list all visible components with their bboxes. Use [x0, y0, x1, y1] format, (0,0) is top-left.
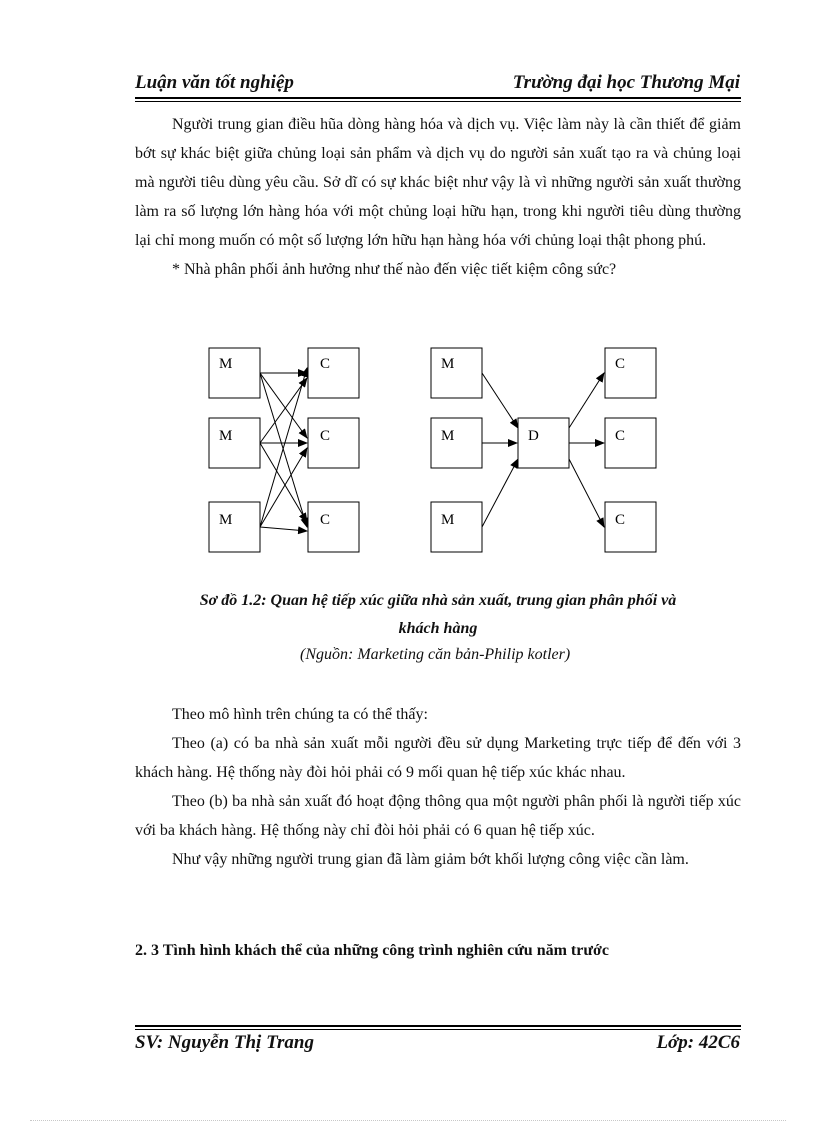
svg-text:C: C: [615, 428, 626, 444]
svg-text:M: M: [441, 356, 455, 372]
svg-text:D: D: [528, 428, 539, 444]
svg-text:M: M: [441, 512, 455, 528]
footer-student: SV: Nguyễn Thị Trang: [135, 1032, 314, 1053]
paragraph-model-intro: Theo mô hình trên chúng ta có thể thấy:: [172, 706, 428, 723]
left-maker-2: [209, 418, 260, 468]
footer-class: Lớp: 42C6: [656, 1032, 740, 1053]
svg-text:M: M: [219, 356, 233, 372]
diagram-caption: [135, 587, 741, 643]
paragraph-question: * Nhà phân phối ảnh hưởng như thế nào đến việc tiết kiệm công sức?: [172, 261, 617, 278]
page-edge-dots: [30, 1120, 786, 1121]
section-heading: 2. 3 Tình hình khách thể của những công trình nghiên cứu năm trước: [135, 942, 609, 959]
paragraph-conclusion: Như vậy những người trung gian đã làm giảm bớt khối lượng công việc cần làm.: [172, 851, 689, 868]
right-customer-2: [605, 418, 656, 468]
right-customer-3: [605, 502, 656, 552]
page-footer: [135, 1032, 740, 1060]
paragraph-intermediary: Người trung gian điều hũa dòng hàng hóa và dịch vụ. Việc làm này là cần thiết để giảm bớt sự khác biệt giữa chủng loại sản phẩm và dịch vụ do người sản xuất tạo ra và chủng loại mà người tiêu dùng yêu cầu. Sở dĩ có sự khác biệt như vậy là vì những người sản xuất thường làm ra số lượng lớn hàng hóa với một chủng loại hữu hạn, trong khi người tiêu dùng thường lại chỉ mong muốn có một số lượng lớn hữu hạn hàng hóa với chủng loại thật phong phú.: [135, 116, 741, 249]
footer-rule-thin: [135, 1029, 741, 1030]
page-header: [135, 70, 740, 98]
svg-text:M: M: [441, 428, 455, 444]
caption-source: (Nguồn: Marketing căn bản-Philip kotler): [300, 646, 571, 663]
paragraph-model-b: Theo (b) ba nhà sản xuất đó hoạt động thông qua một người phân phối là người tiếp xúc với ba khách hàng. Hệ thống này chỉ đòi hỏi phải có 6 quan hệ tiếp xúc.: [135, 793, 741, 839]
right-maker-2: [431, 418, 482, 468]
left-customer-3: [308, 502, 359, 552]
svg-text:C: C: [320, 512, 331, 528]
svg-text:M: M: [219, 512, 233, 528]
left-customer-2: [308, 418, 359, 468]
right-customer-1: [605, 348, 656, 398]
body-text: [135, 700, 741, 874]
left-maker-3: [209, 502, 260, 552]
caption-line-1: Sơ đồ 1.2: Quan hệ tiếp xúc giữa nhà sản xuất, trung gian phân phối và: [199, 592, 677, 609]
header-rule: [135, 97, 741, 99]
contact-diagram: [0, 340, 816, 565]
caption-line-2: khách hàng: [398, 620, 478, 637]
distributor-box: [518, 418, 569, 468]
paragraph-model-a: Theo (a) có ba nhà sản xuất mỗi người đều sử dụng Marketing trực tiếp để đến với 3 khách hàng. Hệ thống này đòi hỏi phải có 9 mối quan hệ tiếp xúc khác nhau.: [135, 735, 741, 781]
right-maker-1: [431, 348, 482, 398]
right-maker-3: [431, 502, 482, 552]
intro-text: [135, 110, 741, 284]
svg-text:C: C: [615, 356, 626, 372]
footer-rule: [135, 1025, 741, 1027]
left-maker-1: [209, 348, 260, 398]
header-rule-thin: [135, 101, 741, 102]
header-thesis-title: Luận văn tốt nghiệp: [135, 72, 294, 93]
direct-contact-lines: [260, 368, 307, 531]
svg-text:M: M: [219, 428, 233, 444]
svg-text:C: C: [320, 356, 331, 372]
svg-text:C: C: [320, 428, 331, 444]
left-customer-1: [308, 348, 359, 398]
svg-text:C: C: [615, 512, 626, 528]
header-university: Trường đại học Thương Mại: [512, 72, 740, 93]
